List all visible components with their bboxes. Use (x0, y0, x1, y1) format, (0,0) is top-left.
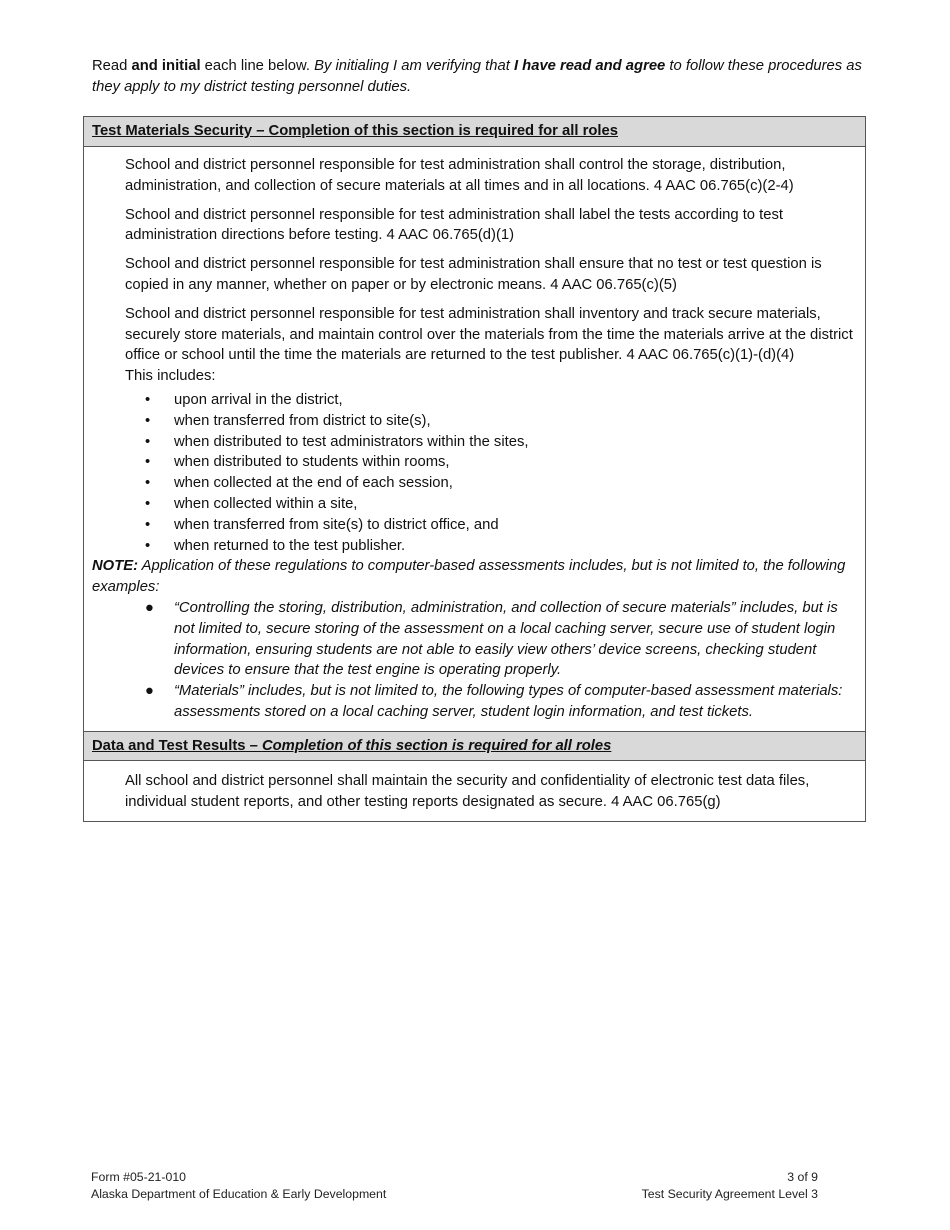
document-title: Test Security Agreement Level 3 (641, 1187, 818, 1201)
bullet-icon: • (145, 516, 151, 533)
bullet-icon: ● (145, 599, 154, 616)
list-item-text: when distributed to students within rooms, (174, 454, 450, 471)
list-item-text: upon arrival in the district, (174, 391, 343, 408)
section-header-italic: Completion of this section is required for all roles (261, 737, 612, 754)
includes-label: This includes: (125, 368, 216, 385)
intro-text-5: I have read and agree (513, 58, 666, 74)
note-paragraph (92, 556, 857, 598)
list-item-text: when returned to the test publisher. (174, 537, 406, 554)
bullet-icon: • (145, 495, 151, 512)
section-body-test-materials (84, 147, 865, 731)
list-item (92, 515, 857, 536)
note-label: NOTE: (92, 558, 139, 575)
department-name: Alaska Department of Education & Early Development (91, 1187, 387, 1201)
intro-text-3: each line below. (200, 58, 315, 74)
list-item-text: when transferred from district to site(s), (174, 412, 431, 429)
list-item-text: when distributed to test administrators within the sites, (174, 433, 529, 450)
list-item (92, 390, 857, 411)
list-item-text: “Materials” includes, but is not limited to, the following types of computer-based assessment materials: assessments stored on a local caching server, student login information, and test tickets. (174, 683, 843, 720)
list-item-text: when collected at the end of each session, (174, 475, 453, 492)
list-item (92, 432, 857, 453)
footer-left (91, 1169, 386, 1203)
list-item (92, 598, 857, 681)
bullet-icon: ● (145, 683, 154, 700)
intro-text-4: By initialing I am verifying that (314, 58, 514, 74)
note-examples-list (92, 598, 857, 723)
agreement-item-3: School and district personnel responsible for test administration shall ensure that no test or test question is copied in any manner, whether on paper or by electronic means. 4 AAC 06.765(c)(5) (125, 256, 822, 293)
list-item (92, 536, 857, 557)
note-text: Application of these regulations to computer-based assessments includes, but is not limited to, the following examples: (92, 558, 846, 596)
bullet-icon: • (145, 412, 151, 429)
list-item-text: “Controlling the storing, distribution, administration, and collection of secure materials” includes, but is not limited to, secure storing of the assessment on a local caching server, secure use of student login information, ensuring students are not able to easily view others’ device screens, checking student devices to ensure that the test engine is operating properly. (174, 599, 838, 679)
list-item (92, 411, 857, 432)
list-item (92, 473, 857, 494)
section-header-plain: Data and Test Results – (92, 737, 262, 754)
list-item-text: when collected within a site, (174, 495, 358, 512)
list-item-text: when transferred from site(s) to district office, and (174, 516, 499, 533)
section-body-data-results (84, 761, 865, 822)
footer-right (642, 1169, 818, 1203)
bullet-icon: • (145, 537, 151, 554)
agreement-item-4: School and district personnel responsible for test administration shall inventory and track secure materials, securely store materials, and maintain control over the materials from the time the materials arrive at the district office or school until the time the materials are returned to the test publisher. 4 AAC 06.765(c)(1)-(d)(4) (125, 305, 853, 364)
bullet-icon: • (145, 475, 151, 492)
section-header-test-materials: Test Materials Security – Completion of this section is required for all roles (84, 117, 865, 147)
bullet-icon: • (145, 433, 151, 450)
bullet-icon: • (145, 391, 151, 408)
intro-paragraph (92, 56, 892, 98)
agreement-item-5: All school and district personnel shall maintain the security and confidentiality of electronic test data files, individual student reports, and other testing reports designated as secure. 4 AAC 06.765(g) (125, 772, 810, 810)
form-number: Form #05-21-010 (91, 1170, 187, 1184)
section-header-data-results (84, 731, 865, 761)
intro-text-2: and initial (131, 58, 201, 74)
agreement-item-2: School and district personnel responsible for test administration shall label the tests according to test administration directions before testing. 4 AAC 06.765(d)(1) (125, 206, 783, 244)
agreement-table (83, 116, 866, 822)
includes-list (92, 390, 857, 556)
agreement-item-1: School and district personnel responsible for test administration shall control the storage, distribution, administration, and collection of secure materials at all times and in all locations. 4 AAC 06.765(c)(2-4) (125, 157, 794, 194)
list-item (92, 681, 857, 723)
list-item (92, 494, 857, 515)
list-item (92, 452, 857, 473)
page-number: 3 of 9 (787, 1170, 818, 1184)
intro-text-1: Read (92, 58, 132, 74)
intro-text-6: to follow these procedures as they apply to my district testing personnel duties. (92, 58, 862, 95)
bullet-icon: • (145, 454, 151, 471)
